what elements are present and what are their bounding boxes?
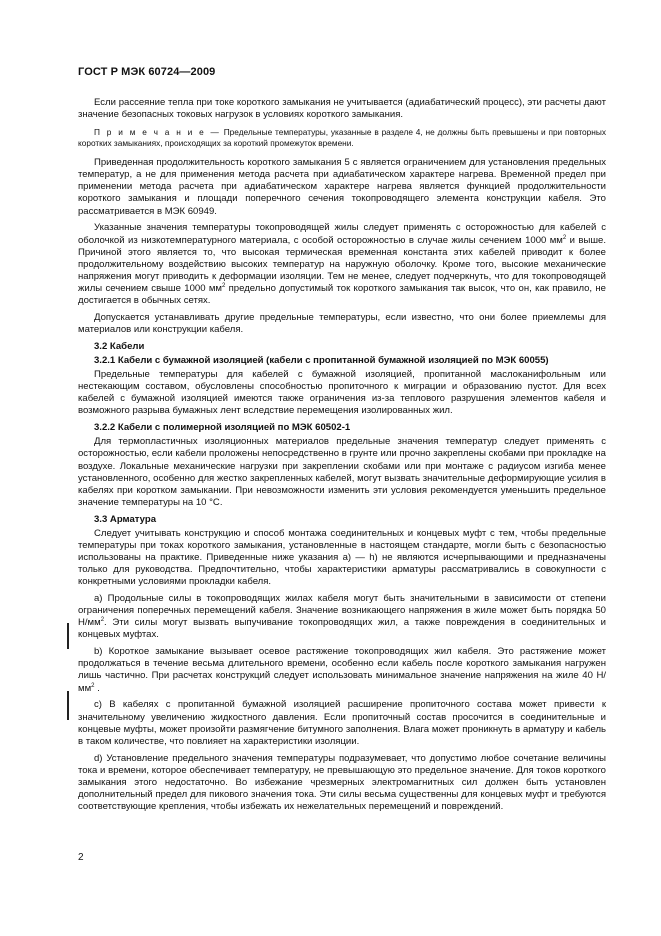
paragraph-other-limits: Допускается устанавливать другие предельные температуры, если известно, что они более приемлемы для материалов или конструкции кабеля. (78, 311, 606, 335)
list-item-c: c) В кабелях с пропитанной бумажной изоляцией расширение пропиточного состава может привести к значительному увеличению жидкостного давления. Если пропиточный состав просочится в соединительные и концевые муфты, может произойти размягчение битумного заполнения. Влага может проникнуть в арматуру и кабель в таком количестве, что повлияет на характеристики изоляции. (78, 699, 606, 747)
section-3-2-2-text: Для термопластичных изоляционных материалов предельные значения температур следует применять с осторожностью, если кабели проложены непосредственно в грунте или прочно закреплены скобами при прокладке на воздухе. Локальные механические нагрузки при закреплении скобами или при монтаже с радиусом изгиба менее установленного, особенно для жестко закрепленных кабелей, могут вызвать значительные деформирующие усилия в кабелях при коротком замыкании. При невозможности изменить эти условия рекомендуется уменьшить предельное значение температуры на 10 °С. (78, 436, 606, 508)
paragraph-duration: Приведенная продолжительность короткого замыкания 5 с является ограничением для установления предельных температур, а не для применения метода расчета при адиабатическом характере нагрева. Временной предел при применении метода расчета при адиабатическом характере нагрева является функцией продолжительности короткого замыкания и площади поперечного сечения токопроводящего элемента конструкции кабеля. Это рассматривается в МЭК 60949. (78, 157, 606, 217)
change-bar-b (67, 691, 69, 720)
note (78, 127, 606, 149)
section-3-3-text: Следует учитывать конструкцию и способ монтажа соединительных и концевых муфт с тем, чтобы предельные температуры при токах короткого замыкания, установленные в настоящем стандарте, могли быть с безопасностью использованы на практике. Приведенные ниже указания а) — h) не являются исчерпывающими и предназначены только для руководства. Предпочтительно, чтобы характеристики арматуры рассматривались в совокупности с конкретными условиями прокладки кабеля. (78, 527, 606, 588)
section-3-2-1-text: Предельные температуры для кабелей с бумажной изоляцией, пропитанной маслоканифольным или нестекающим составом, обусловлены способностью пропиточного к миграции и образованию пустот. Для всех кабелей с бумажной изоляцией имеются также ограничения из-за теплового разрушения элементов кабеля и возможного разрыва бумажных лент вследствие перемещения изолированных жил. (78, 369, 606, 417)
section-3-2-title: 3.2 Кабели (94, 340, 145, 352)
document-body (78, 97, 606, 818)
paragraph-temperature: Указанные значения температуры токопроводящей жилы следует применять с осторожностью для кабелей с оболочкой из низкотемпературного материала, с особой осторожностью в случае жилы сечением 1000 $мм^2$ и выше. Причиной этого является то, что высокая термическая временная константа этих кабелей приводит к более продолжительному воздействию высоких температур на наружную оболочку. Кроме того, высокие механические напряжения могут приводить к деформации изоляции. Тем не менее, следует подчеркнуть, что для токопроводящей жилы сечением свыше 1000 $мм^2$ предельно допустимый ток короткого замыкания так высок, что он, как правило, не достигается в обычных сетях. (78, 222, 606, 307)
section-3-3-title: 3.3 Арматура (94, 513, 157, 525)
document-header: ГОСТ Р МЭК 60724—2009 (78, 66, 216, 78)
list-item-d: d) Установление предельного значения температуры подразумевает, что допустимо любое сочетание величины тока и времени, которое обеспечивает температуру, не превышающую это предельное значение. Для токов короткого замыкания этого недостаточно. Во избежание чрезмерных электромагнитных сил должен быть установлен дополнительный предел для пикового значения тока. Эти силы весьма существенны для концевых муфт и требуются соответствующие крепления, чтобы избежать их нежелательных перемещений и повреждений. (78, 752, 606, 812)
section-3-2-1-title: 3.2.1 Кабели с бумажной изоляцией (кабели с пропитанной бумажной изоляцией по МЭК 60055) (94, 354, 549, 366)
note-text: Предельные температуры, указанные в разделе 4, не должны быть превышены и при повторных коротких замыканиях, происходящих за короткий промежуток времени. (78, 127, 606, 149)
change-bar-a (67, 623, 69, 649)
list-item-b: b) Короткое замыкание вызывает осевое растяжение токопроводящих жил кабеля. Это растяжение может продолжаться в течение весьма длительного времени, особенно если кабель после короткого замыкания нагружен лишь частично. При расчетах конструкций следует использовать минимальное значение напряжения на жиле 40 $Н/мм^2$ . (78, 646, 606, 694)
page-number: 2 (78, 852, 84, 863)
paragraph-adiabatic: Если рассеяние тепла при токе короткого замыкания не учитывается (адиабатический процесс), эти расчеты дают значение безопасных токовых нагрузок в условиях короткого замыкания. (78, 97, 606, 121)
note-label: П р и м е ч а н и е — (94, 127, 221, 138)
section-3-2-2-title: 3.2.2 Кабели с полимерной изоляцией по МЭК 60502-1 (94, 422, 351, 434)
list-item-a: a) Продольные силы в токопроводящих жилах кабеля могут быть значительными в зависимости от степени ограничения поперечных перемещений кабеля. Значение возникающего напряжения в жиле может быть порядка 50 $Н/мм^2$. Эти силы могут вызвать выпучивание токопроводящих жил, а также повреждения в соединительных и концевых муфтах. (78, 593, 606, 641)
